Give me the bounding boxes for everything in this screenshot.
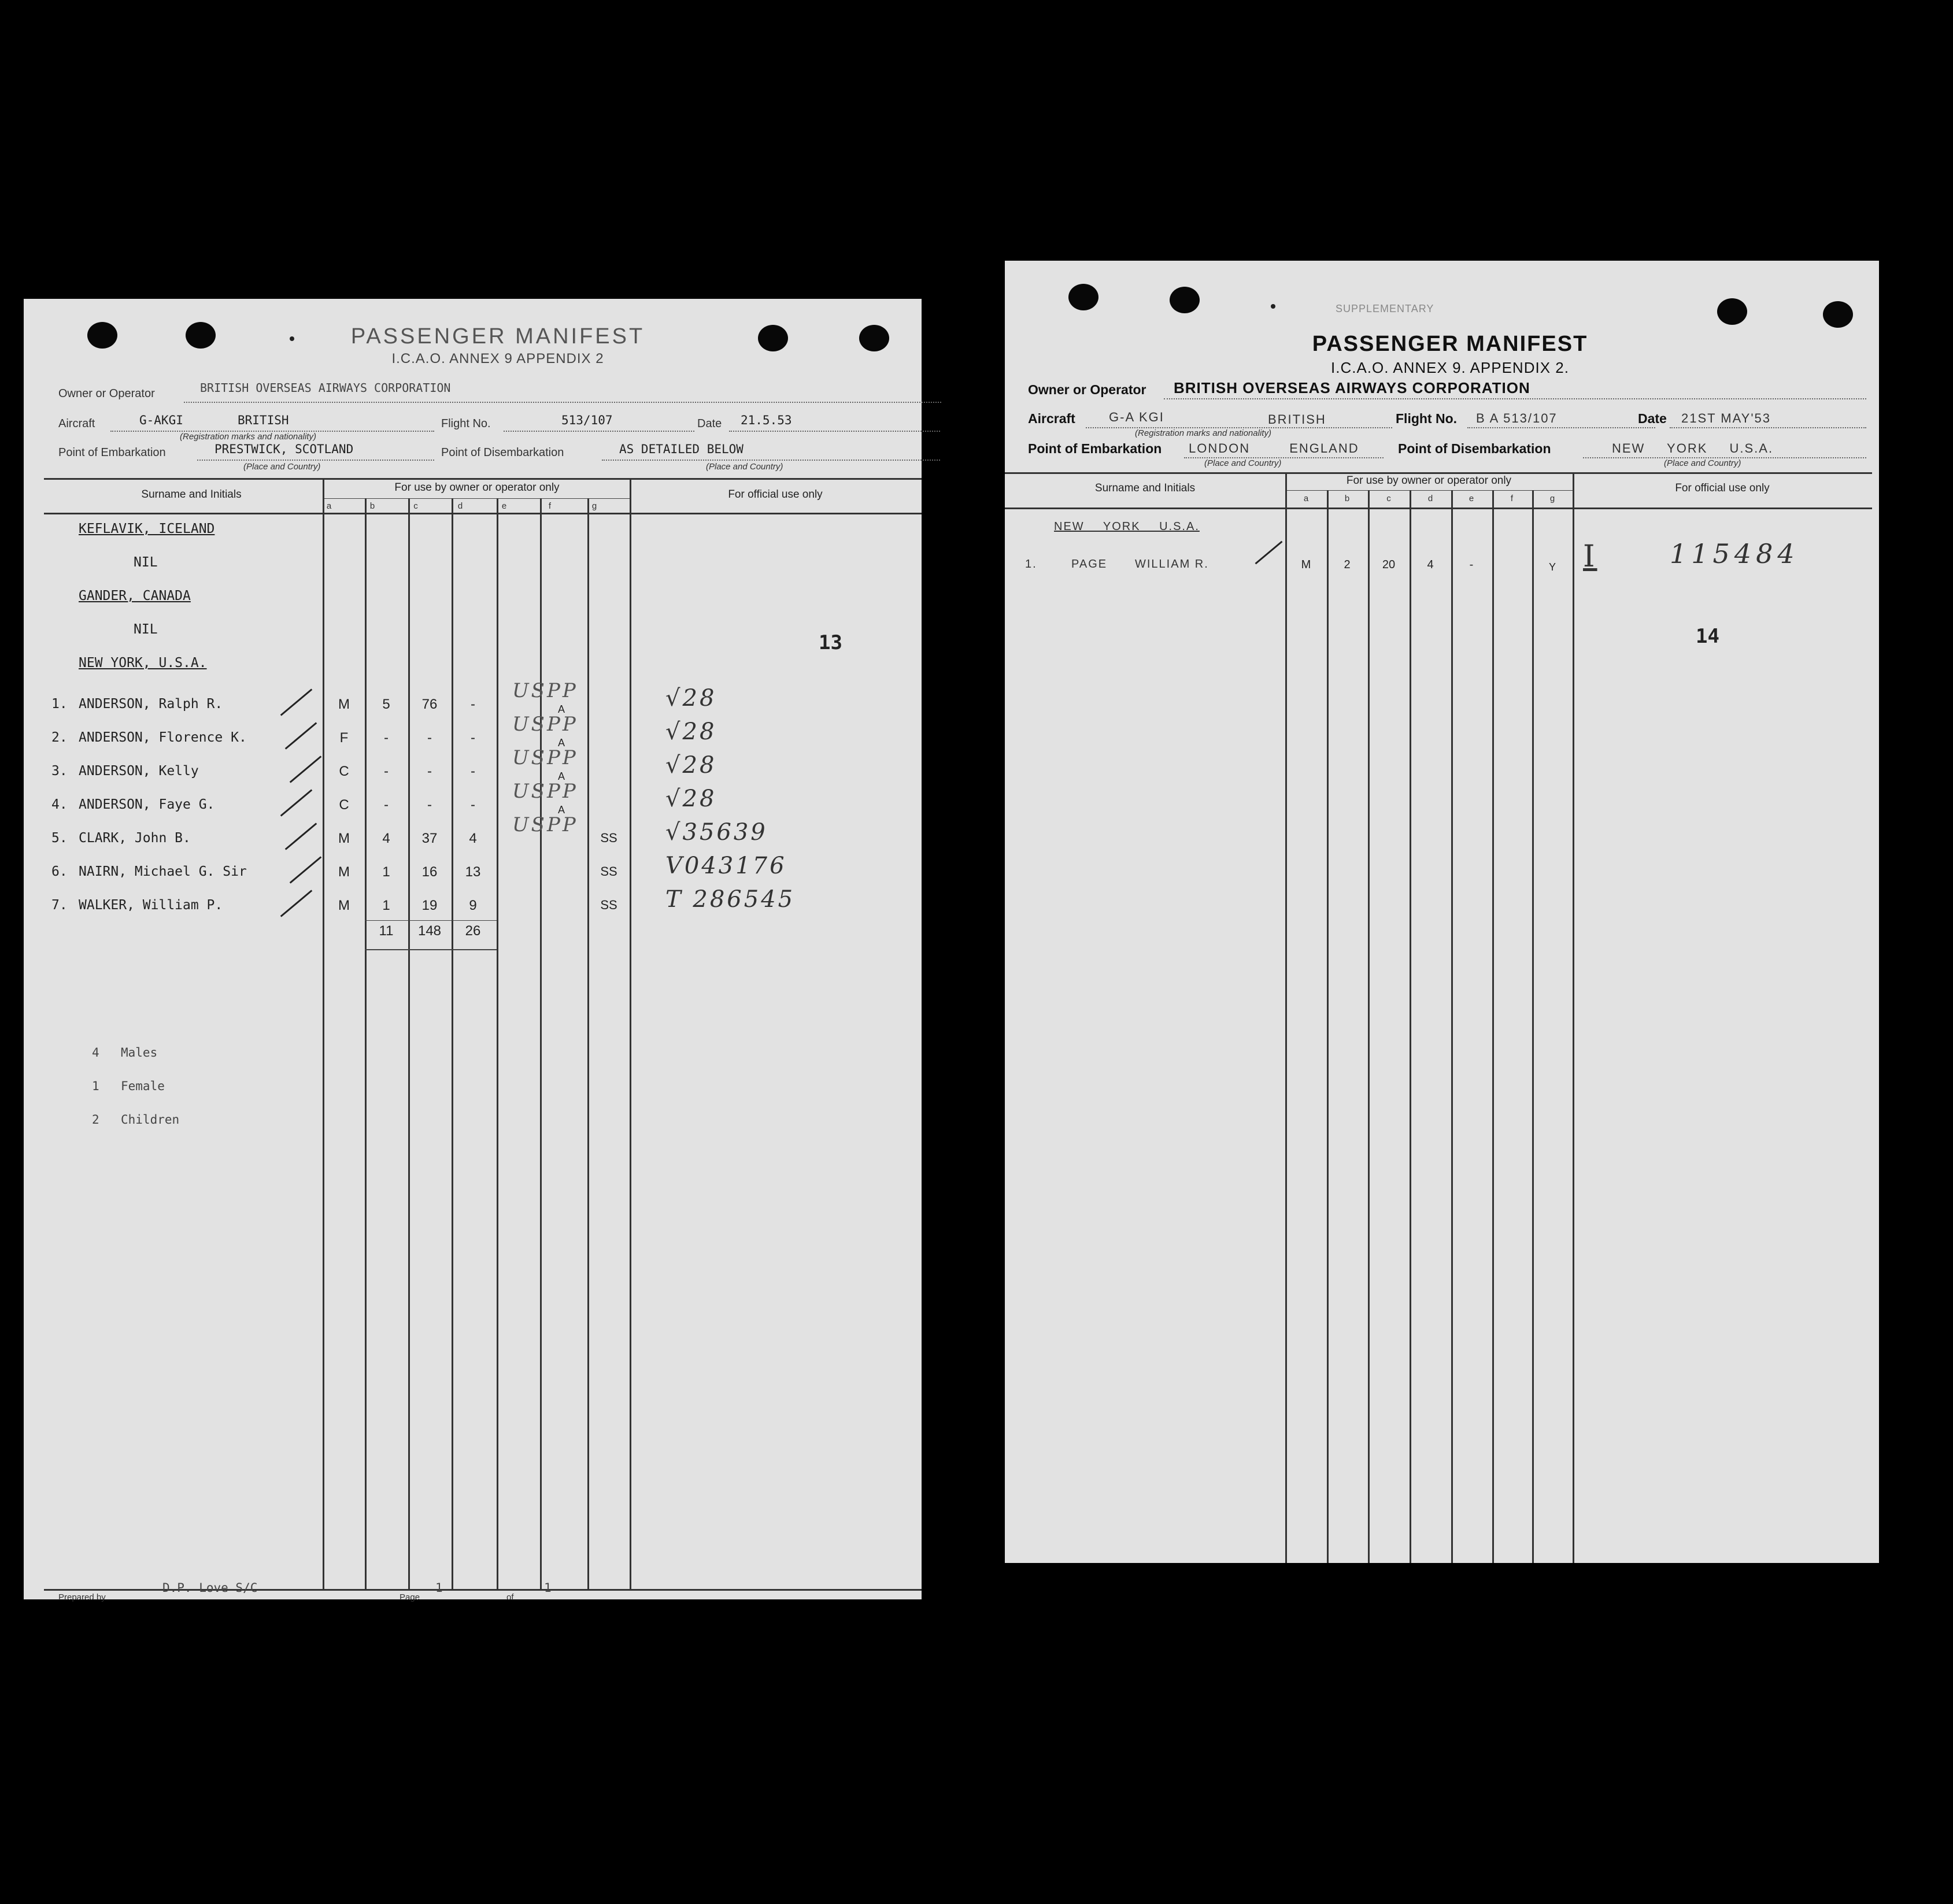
surname-column-header: Surname and Initials: [1094, 482, 1196, 494]
official-mark: I: [1583, 539, 1597, 574]
official-note: 115484: [1670, 538, 1799, 569]
totals-rule: [365, 920, 497, 921]
owner-fill-line: [1164, 398, 1866, 399]
cell-e-handwritten: USPP: [512, 679, 578, 702]
column-letter: a: [326, 501, 332, 511]
passenger-number: 6.: [51, 864, 68, 879]
flight-label: Flight No.: [441, 417, 491, 430]
flight-fill-line: [1467, 427, 1655, 428]
check-tick: [285, 722, 317, 749]
column-rule: [323, 479, 324, 1589]
owner-use-column-header: For use by owner or operator only: [394, 481, 560, 494]
punch-hole: [859, 325, 889, 351]
punch-hole: [87, 322, 117, 349]
passenger-name: NAIRN, Michael G. Sir: [79, 864, 247, 879]
cell-f: A: [557, 737, 565, 749]
official-note: √28: [665, 685, 717, 712]
date-label: Date: [1638, 411, 1667, 426]
column-rule: [1285, 473, 1287, 1563]
cell-f: A: [557, 771, 565, 782]
punch-hole: [758, 325, 788, 351]
passenger-name: CLARK, John B.: [79, 831, 191, 846]
of-label: of: [506, 1592, 514, 1602]
owner-label: Owner or Operator: [58, 387, 155, 400]
column-letter: e: [501, 501, 507, 511]
aircraft-reg: G-A KGI: [1109, 410, 1164, 424]
manifest-title: PASSENGER MANIFEST: [1312, 332, 1588, 356]
cell-g: Y: [1548, 561, 1556, 573]
cell-d: -: [471, 697, 475, 712]
cell-g: SS: [600, 831, 617, 845]
summary-count: 1: [92, 1079, 99, 1093]
place-note-text: NIL: [134, 622, 158, 637]
column-letter: g: [591, 501, 597, 511]
table-header-rule: [44, 513, 922, 514]
cell-a: C: [339, 797, 349, 813]
aircraft-nationality: BRITISH: [238, 413, 289, 427]
passenger-number: 4.: [51, 797, 68, 812]
cell-a: M: [338, 697, 350, 712]
passenger-name: ANDERSON, Faye G.: [79, 797, 215, 812]
official-note: √28: [665, 752, 717, 779]
cell-f: A: [557, 804, 565, 816]
total-c: 148: [417, 923, 442, 939]
cell-b: 5: [382, 697, 390, 712]
of-value: 1: [544, 1581, 552, 1595]
cell-c: 16: [421, 864, 438, 880]
passenger-name: ANDERSON, Florence K.: [79, 730, 247, 745]
cell-a: M: [338, 864, 350, 880]
check-tick: [1255, 541, 1283, 565]
column-rule: [365, 498, 367, 1589]
embarkation-value: PRESTWICK, SCOTLAND: [214, 442, 354, 456]
owner-label: Owner or Operator: [1028, 382, 1146, 397]
check-tick: [290, 856, 322, 883]
embarkation-value: LONDON ENGLAND: [1189, 441, 1359, 455]
surname-column-header: Surname and Initials: [141, 488, 242, 501]
cell-e-handwritten: USPP: [512, 746, 578, 769]
page-stamp: 14: [1696, 625, 1719, 648]
owner-use-column-header: For use by owner or operator only: [1346, 475, 1512, 487]
place-heading: NEW YORK U.S.A.: [1054, 520, 1200, 533]
cell-d: 4: [1427, 558, 1434, 571]
place-heading: GANDER, CANADA: [79, 588, 191, 603]
cell-b: 2: [1344, 558, 1351, 571]
passenger-given-name: WILLIAM R.: [1135, 558, 1209, 571]
cell-b: -: [384, 797, 389, 813]
flight-fill-line: [504, 431, 694, 432]
manifest-sheet-1: [24, 299, 922, 1602]
column-rule: [1410, 490, 1411, 1563]
column-letter: c: [1386, 494, 1391, 503]
summary-label: Female: [121, 1079, 165, 1093]
column-letter: b: [1344, 494, 1350, 503]
registration-note: (Registration marks and nationality): [1135, 428, 1271, 438]
official-note: √35639: [665, 819, 768, 846]
cell-g: SS: [600, 864, 617, 879]
cell-a: C: [339, 764, 349, 779]
column-rule: [497, 498, 498, 1589]
owner-value: BRITISH OVERSEAS AIRWAYS CORPORATION: [200, 381, 451, 395]
cell-b: 4: [382, 831, 390, 846]
official-note: √28: [665, 786, 717, 812]
column-rule: [1451, 490, 1453, 1563]
table-subheader-rule: [324, 498, 630, 499]
supplementary-label: SUPPLEMENTARY: [1336, 303, 1434, 314]
aircraft-nationality: BRITISH: [1268, 412, 1326, 427]
punch-hole: [186, 322, 216, 349]
column-rule: [408, 498, 410, 1589]
summary-label: Children: [121, 1113, 180, 1127]
passenger-name: WALKER, William P.: [79, 898, 223, 913]
cell-b: 1: [382, 898, 390, 913]
column-letter: a: [1303, 494, 1309, 503]
cell-e-handwritten: USPP: [512, 713, 578, 736]
official-column-header: For official use only: [1675, 482, 1770, 494]
summary-label: Males: [121, 1046, 158, 1060]
column-letter: e: [1469, 494, 1474, 503]
passenger-number: 5.: [51, 831, 68, 846]
cell-b: -: [384, 730, 389, 746]
summary-count: 4: [92, 1046, 99, 1060]
official-note: V043176: [665, 853, 787, 879]
cell-c: 19: [421, 898, 438, 913]
summary-count: 2: [92, 1113, 99, 1127]
column-rule: [540, 498, 542, 1589]
embarkation-label: Point of Embarkation: [1028, 441, 1162, 456]
cell-e: -: [1469, 558, 1474, 571]
page-stamp: 13: [819, 631, 842, 654]
cell-c: -: [427, 730, 432, 746]
passenger-number: 7.: [51, 898, 68, 913]
prepared-label: Prepared by: [58, 1592, 106, 1602]
cell-d: 9: [469, 898, 477, 913]
place-note-2: (Place and Country): [1664, 458, 1741, 468]
cell-d: 4: [469, 831, 477, 846]
date-value: 21ST MAY'53: [1681, 411, 1771, 425]
column-letter: b: [369, 501, 375, 511]
prepared-value: D.P. Love S/C: [162, 1581, 258, 1595]
cell-a: F: [339, 730, 349, 746]
place-note-text: NIL: [134, 555, 158, 570]
total-b: 11: [379, 923, 394, 939]
cell-a: M: [1301, 558, 1311, 571]
cell-e-handwritten: USPP: [512, 813, 578, 836]
embarkation-fill-line: [197, 460, 434, 461]
passenger-surname: PAGE: [1071, 558, 1108, 571]
punch-hole: [1170, 287, 1200, 313]
page-value: 1: [435, 1581, 443, 1595]
column-rule: [587, 498, 589, 1589]
cell-d: -: [471, 730, 475, 746]
column-rule: [630, 479, 631, 1589]
embarkation-label: Point of Embarkation: [58, 446, 166, 459]
cell-g: SS: [600, 898, 617, 912]
punch-mark: [290, 336, 294, 341]
manifest-subtitle: I.C.A.O. ANNEX 9 APPENDIX 2: [391, 351, 604, 366]
table-header-rule: [1005, 508, 1872, 509]
column-rule: [452, 498, 453, 1589]
cell-c: 20: [1382, 558, 1396, 571]
column-rule: [1573, 473, 1574, 1563]
punch-hole: [1717, 298, 1747, 325]
check-tick: [280, 890, 313, 917]
column-rule: [1327, 490, 1329, 1563]
passenger-number: 1.: [51, 697, 68, 712]
manifest-title: PASSENGER MANIFEST: [350, 324, 645, 349]
column-letter: d: [1427, 494, 1433, 503]
aircraft-label: Aircraft: [58, 417, 95, 430]
column-letter: c: [413, 501, 418, 511]
total-d: 26: [465, 923, 481, 939]
disembarkation-label: Point of Disembarkation: [1398, 441, 1551, 456]
cell-a: M: [338, 831, 350, 846]
place-heading: KEFLAVIK, ICELAND: [79, 521, 215, 536]
official-note: √28: [665, 718, 717, 745]
passenger-number: 2.: [51, 730, 68, 745]
official-column-header: For official use only: [728, 488, 823, 501]
aircraft-reg: G-AKGI: [139, 413, 183, 427]
check-tick: [290, 755, 322, 783]
date-label: Date: [697, 417, 722, 430]
cell-c: 76: [421, 697, 438, 712]
cell-c: -: [427, 764, 432, 779]
column-rule: [1492, 490, 1494, 1563]
cell-e-handwritten: USPP: [512, 780, 578, 803]
manifest-sheet-2: [1005, 261, 1879, 1563]
registration-note: (Registration marks and nationality): [180, 432, 316, 442]
manifest-subtitle: I.C.A.O. ANNEX 9. APPENDIX 2.: [1331, 359, 1569, 376]
disembarkation-value: NEW YORK U.S.A.: [1612, 441, 1774, 455]
place-note-2: (Place and Country): [706, 462, 783, 472]
cell-a: M: [338, 898, 350, 913]
date-value: 21.5.53: [741, 413, 792, 427]
column-letter: d: [457, 501, 463, 511]
flight-value: 513/107: [561, 413, 613, 427]
cell-c: 37: [421, 831, 438, 846]
cell-d: -: [471, 764, 475, 779]
flight-value: B A 513/107: [1476, 411, 1558, 425]
cell-d: 13: [465, 864, 481, 880]
disembarkation-label: Point of Disembarkation: [441, 446, 564, 459]
table-top-rule: [1005, 472, 1872, 474]
cell-f: A: [557, 703, 565, 715]
place-note: (Place and Country): [1204, 458, 1282, 468]
owner-fill-line: [184, 402, 941, 403]
date-fill-line: [729, 431, 940, 432]
cell-b: -: [384, 764, 389, 779]
column-rule: [1368, 490, 1370, 1563]
disembarkation-value: AS DETAILED BELOW: [619, 442, 744, 456]
flight-label: Flight No.: [1396, 411, 1458, 426]
punch-hole: [1823, 301, 1853, 328]
passenger-name: ANDERSON, Kelly: [79, 764, 199, 779]
totals-rule: [365, 949, 497, 950]
passenger-number: 3.: [51, 764, 68, 779]
column-rule: [1532, 490, 1534, 1563]
cell-b: 1: [382, 864, 390, 880]
page-label: Page: [400, 1592, 420, 1602]
date-fill-line: [1670, 427, 1866, 428]
check-tick: [280, 688, 313, 716]
check-tick: [280, 789, 313, 816]
owner-value: BRITISH OVERSEAS AIRWAYS CORPORATION: [1174, 379, 1530, 397]
passenger-number: 1.: [1025, 558, 1037, 571]
official-note: T 286545: [665, 886, 796, 913]
column-letter: g: [1549, 494, 1555, 503]
aircraft-label: Aircraft: [1028, 411, 1075, 426]
cell-c: -: [427, 797, 432, 813]
table-top-rule: [44, 478, 922, 480]
disembarkation-fill-line: [602, 460, 940, 461]
place-note: (Place and Country): [243, 462, 321, 472]
check-tick: [285, 823, 317, 850]
punch-mark: [1271, 304, 1275, 309]
punch-hole: [1068, 284, 1098, 310]
passenger-name: ANDERSON, Ralph R.: [79, 697, 223, 712]
cell-d: -: [471, 797, 475, 813]
place-heading: NEW YORK, U.S.A.: [79, 655, 207, 671]
column-letter: f: [1510, 494, 1514, 503]
column-letter: f: [548, 501, 552, 511]
